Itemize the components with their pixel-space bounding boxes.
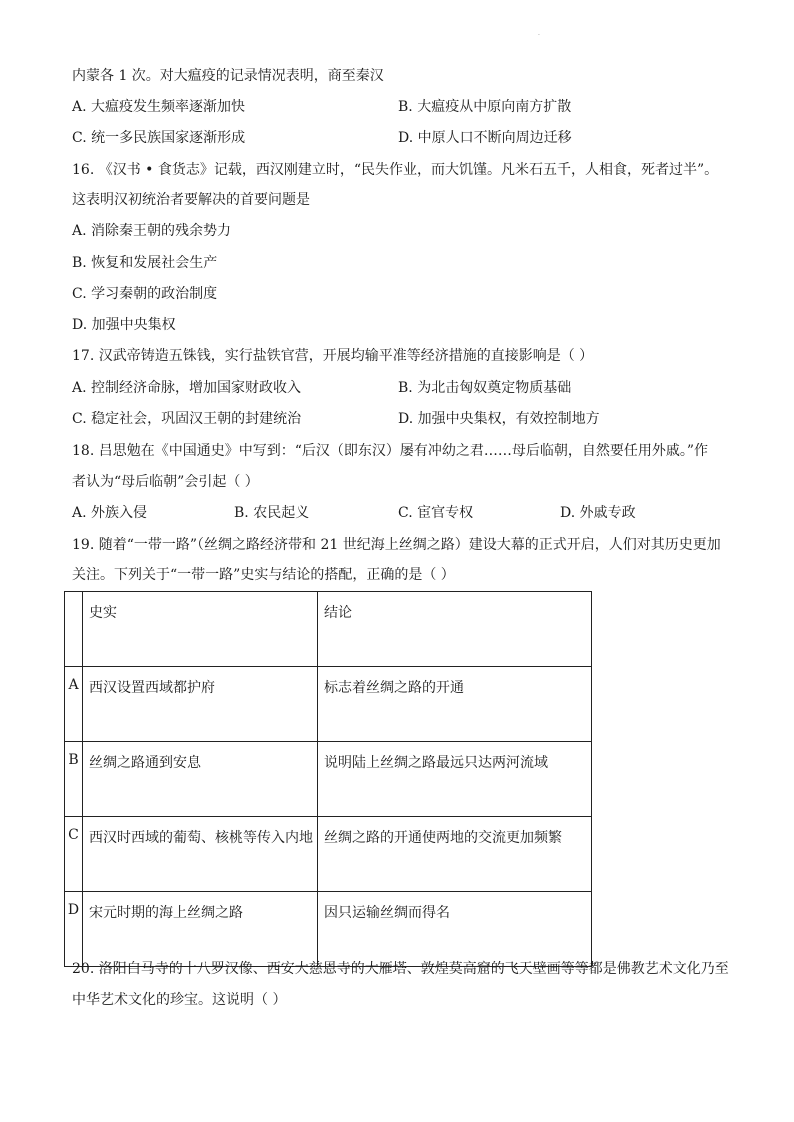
question-20-stem: 20. 洛阳白马寺的十八罗汉像、西安大慈恩寺的大雁塔、敦煌莫高窟的飞天壁画等等都是佛教艺术文化乃至 xyxy=(72,961,729,977)
row-label: A xyxy=(65,667,83,742)
q17-option-d: D. 加强中央集权，有效控制地方 xyxy=(398,411,600,427)
table-header-conclusion: 结论 xyxy=(318,592,592,667)
row-fact: 西汉时西域的葡萄、核桃等传入内地 xyxy=(83,817,318,892)
q16-option-d: D. 加强中央集权 xyxy=(72,317,176,333)
q17-option-a: A. 控制经济命脉，增加国家财政收入 xyxy=(72,380,302,396)
q15-option-d: D. 中原人口不断向周边迁移 xyxy=(398,130,572,146)
question-19-stem-cont: 关注。下列关于“一带一路”史实与结论的搭配，正确的是（ ） xyxy=(72,567,455,583)
row-label: B xyxy=(65,742,83,817)
row-label: C xyxy=(65,817,83,892)
table-row xyxy=(65,892,592,967)
table-header-label-cell xyxy=(65,592,83,667)
question-15-stem-end: 内蒙各 1 次。对大瘟疫的记录情况表明，商至秦汉 xyxy=(72,68,384,84)
q16-option-b: B. 恢复和发展社会生产 xyxy=(72,255,218,271)
q18-option-d: D. 外戚专政 xyxy=(560,505,636,521)
question-19-stem: 19. 随着“一带一路”（丝绸之路经济带和 21 世纪海上丝绸之路）建设大幕的正式开启，人们对其历史更加 xyxy=(72,537,721,553)
row-conclusion: 丝绸之路的开通使两地的交流更加频繁 xyxy=(318,817,592,892)
row-fact: 丝绸之路通到安息 xyxy=(83,742,318,817)
scan-dot: . xyxy=(538,30,540,37)
q16-option-a: A. 消除秦王朝的残余势力 xyxy=(72,223,232,239)
q15-option-c: C. 统一多民族国家逐渐形成 xyxy=(72,130,246,146)
fact-conclusion-table xyxy=(64,591,592,967)
row-conclusion: 标志着丝绸之路的开通 xyxy=(318,667,592,742)
table-header-row xyxy=(65,592,592,667)
row-conclusion: 说明陆上丝绸之路最远只达两河流域 xyxy=(318,742,592,817)
question-16-stem: 16. 《汉书 • 食货志》记载，西汉刚建立时，“民失作业，而大饥馑。凡米石五千，人相食，死者过半”。 xyxy=(72,162,719,178)
q15-option-b: B. 大瘟疫从中原向南方扩散 xyxy=(398,99,572,115)
table-header-fact: 史实 xyxy=(83,592,318,667)
row-fact: 宋元时期的海上丝绸之路 xyxy=(83,892,318,967)
row-label: D xyxy=(65,892,83,967)
table-row xyxy=(65,667,592,742)
table-row xyxy=(65,742,592,817)
question-17-stem: 17. 汉武帝铸造五铢钱，实行盐铁官营，开展均输平准等经济措施的直接影响是（ ） xyxy=(72,348,594,364)
question-18-stem-cont: 者认为“母后临朝”会引起（ ） xyxy=(72,474,259,490)
table-row xyxy=(65,817,592,892)
q16-option-c: C. 学习秦朝的政治制度 xyxy=(72,286,218,302)
q18-option-b: B. 农民起义 xyxy=(234,505,310,521)
q17-option-c: C. 稳定社会，巩固汉王朝的封建统治 xyxy=(72,411,302,427)
row-fact: 西汉设置西域都护府 xyxy=(83,667,318,742)
q17-option-b: B. 为北击匈奴奠定物质基础 xyxy=(398,380,572,396)
question-18-stem: 18. 吕思勉在《中国通史》中写到：“后汉（即东汉）屡有冲幼之君……母后临朝，自然要任用外戚。”作 xyxy=(72,443,709,459)
row-conclusion: 因只运输丝绸而得名 xyxy=(318,892,592,967)
q18-option-a: A. 外族入侵 xyxy=(72,505,148,521)
question-20-stem-cont: 中华艺术文化的珍宝。这说明（ ） xyxy=(72,992,287,1008)
q15-option-a: A. 大瘟疫发生频率逐渐加快 xyxy=(72,99,246,115)
q18-option-c: C. 宦官专权 xyxy=(398,505,474,521)
question-16-stem-cont: 这表明汉初统治者要解决的首要问题是 xyxy=(72,192,310,208)
